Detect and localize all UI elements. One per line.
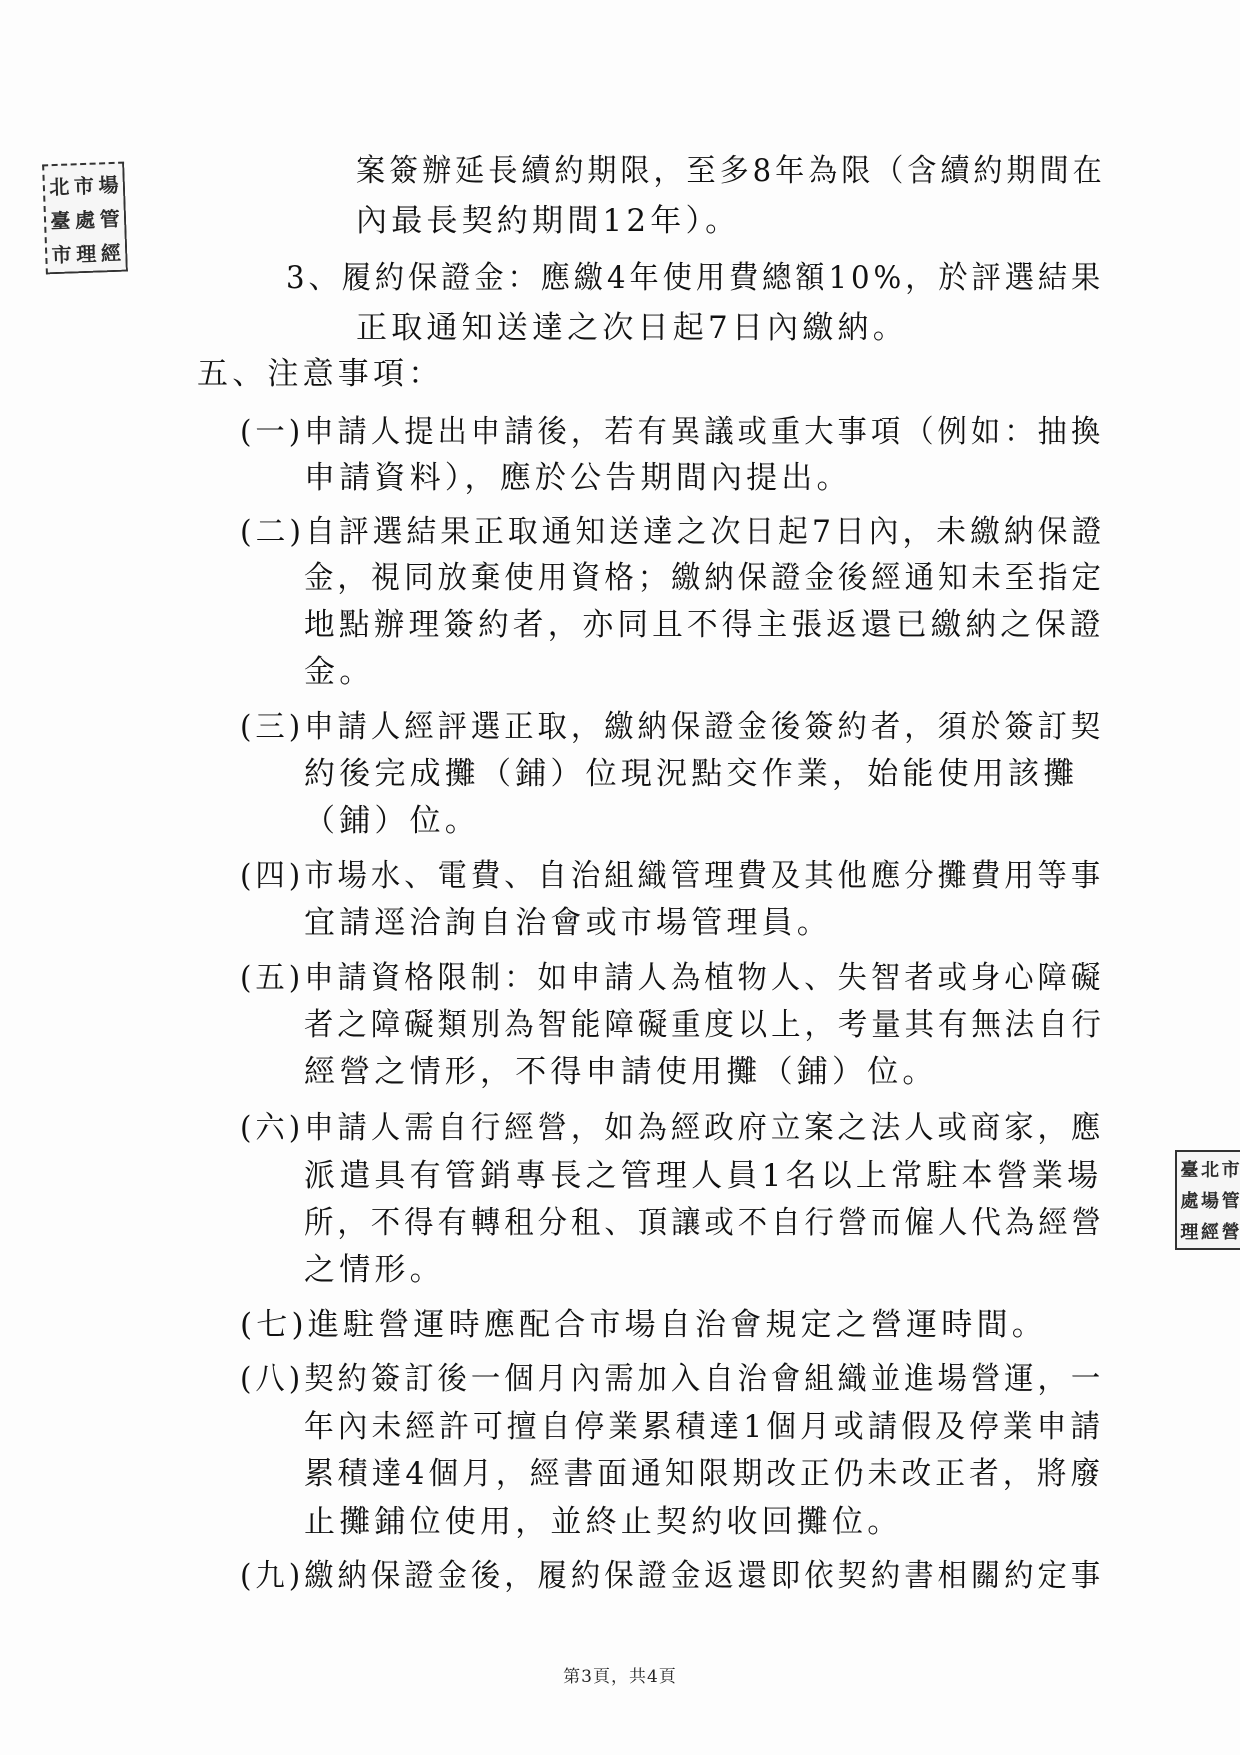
- body-line: 地點辦理簽約者，亦同且不得主張返還已繳納之保證: [304, 607, 1105, 643]
- body-line: (六)申請人需自行經營，如為經政府立案之法人或商家，應: [240, 1110, 1105, 1146]
- seal-char: 臺: [1180, 1160, 1199, 1182]
- body-line: (三)申請人經評選正取，繳納保證金後簽約者，須於簽訂契: [240, 709, 1105, 745]
- body-line: 內最長契約期間12年）。: [356, 203, 741, 239]
- body-line: 金。: [304, 654, 375, 690]
- body-line: （鋪）位。: [304, 803, 480, 839]
- body-line: 派遣具有管銷專長之管理人員1名以上常駐本營業場: [304, 1158, 1103, 1194]
- body-line: 經營之情形，不得申請使用攤（鋪）位。: [304, 1054, 938, 1090]
- seal-char: 營: [1221, 1221, 1240, 1243]
- seal-char: 經: [1200, 1221, 1219, 1243]
- section-heading: 五、注意事項：: [197, 356, 444, 392]
- seal-char: 經: [100, 240, 122, 265]
- body-line: 案簽辦延長續約期限，至多8年為限（含續約期間在: [356, 153, 1106, 189]
- body-line: 金，視同放棄使用資格；繳納保證金後經通知未至指定: [304, 560, 1105, 596]
- body-line: 申請資料），應於公告期間內提出。: [304, 460, 852, 496]
- seal-char: 理: [1180, 1221, 1199, 1243]
- seal-char: 管: [99, 206, 121, 231]
- seal-char: 市: [51, 241, 72, 267]
- seal-char: 處: [74, 207, 96, 232]
- body-line: 3、履約保證金：應繳4年使用費總額10%，於評選結果: [286, 260, 1105, 296]
- body-line: (四)市場水、電費、自治組織管理費及其他應分攤費用等事: [240, 858, 1105, 894]
- seal-char: 理: [75, 241, 97, 266]
- seal-char: 市: [1221, 1160, 1240, 1182]
- seal-char: 處: [1180, 1190, 1199, 1212]
- page-footer: 第3頁，共4頁: [563, 1667, 677, 1687]
- body-line: (七)進駐營運時應配合市場自治會規定之營運時間。: [240, 1307, 1047, 1343]
- seal-char: 場: [1200, 1190, 1219, 1212]
- body-line: (八)契約簽訂後一個月內需加入自治會組織並進場營運，一: [240, 1361, 1105, 1397]
- stamp-seal-left: [42, 162, 128, 275]
- body-line: (一)申請人提出申請後，若有異議或重大事項（例如：抽換: [240, 414, 1105, 450]
- seal-char: 市: [73, 173, 95, 198]
- seal-char: 臺: [49, 208, 71, 233]
- seal-char: 場: [98, 172, 119, 198]
- body-line: (九)繳納保證金後，履約保證金返還即依契約書相關約定事: [240, 1558, 1105, 1594]
- seal-char: 北: [48, 174, 70, 199]
- body-line: (五)申請資格限制：如申請人為植物人、失智者或身心障礙: [240, 960, 1105, 996]
- body-line: 者之障礙類別為智能障礙重度以上，考量其有無法自行: [304, 1007, 1105, 1043]
- body-line: 年內未經許可擅自停業累積達1個月或請假及停業申請: [304, 1409, 1105, 1445]
- seal-char: 管: [1221, 1190, 1240, 1212]
- body-line: 所，不得有轉租分租、頂讓或不自行營而僱人代為經營: [304, 1205, 1105, 1241]
- body-line: 累積達4個月，經書面通知限期改正仍未改正者，將廢: [304, 1456, 1105, 1492]
- body-line: (二)自評選結果正取通知送達之次日起7日內，未繳納保證: [240, 514, 1106, 550]
- seal-char: 北: [1200, 1160, 1219, 1182]
- body-line: 正取通知送達之次日起7日內繳納。: [356, 310, 908, 346]
- body-line: 宜請逕洽詢自治會或市場管理員。: [304, 905, 832, 941]
- stamp-seal-right: [1175, 1150, 1240, 1250]
- body-line: 止攤鋪位使用，並終止契約收回攤位。: [304, 1504, 903, 1540]
- body-line: 約後完成攤（鋪）位現況點交作業，始能使用該攤: [304, 756, 1079, 792]
- body-line: 之情形。: [304, 1252, 445, 1288]
